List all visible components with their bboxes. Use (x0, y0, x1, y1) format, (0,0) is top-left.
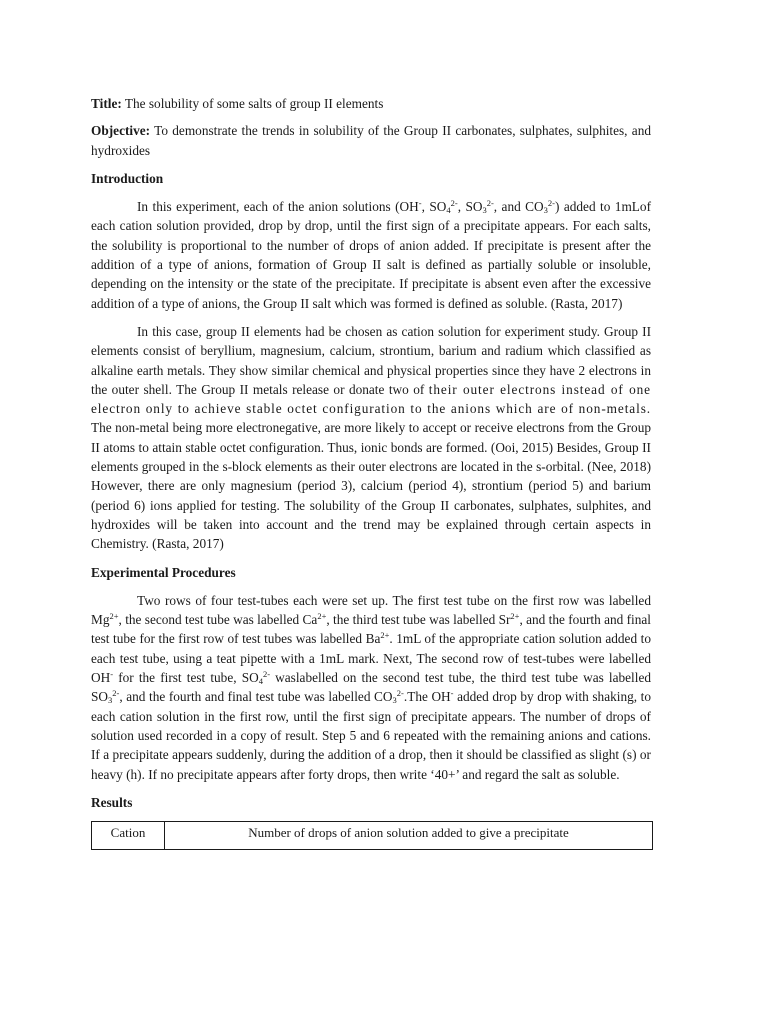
title-text: The solubility of some salts of group II elements (124, 96, 384, 111)
title-line (91, 94, 651, 113)
objective-label: Objective: (91, 123, 151, 139)
results-table (91, 821, 653, 850)
drops-header-cell: Number of drops of anion solution added to give a precipitate (165, 822, 653, 850)
title-label: Title: (91, 96, 122, 111)
cation-header-cell: Cation (92, 822, 165, 850)
objective-paragraph (91, 121, 651, 160)
objective-text: To demonstrate the trends in solubility of the Group II carbonates, sulphates, sulphites, and hydroxides (91, 123, 651, 158)
results-heading: Results (91, 794, 133, 810)
procedures-paragraph: Two rows of four test-tubes each were set up. The first test tube on the first row was labelled $Mg^{2+}$, the second test tube was labelled $Ca^{2+}$, the third test tube was labelled $Sr^{2+}$, and the fourth and final test tube for the first row of test tubes was labelled $Ba^{2+}$. 1mL of the appropriate cation solution added to each test tube, using a teat pipette with a 1mL mark. Next, The second row of test-tubes were labelled OH- for the first test tube, $SO_4^{2-}$ waslabelled on the second test tube, the third test tube was labelled $SO_3^{2-}$, and the fourth and final test tube was labelled $CO_3^{2-}.The$ OH- added drop by drop with shaking, to each cation solution in the first row, until the first sign of precipitate appears. The number of drops of solution used recorded in a copy of result. Step 5 and 6 repeated with the remaining anions and cations. If a precipitate appears suddenly, during the addition of a drop, then it should be classified as slight (s) or heavy (h). If no precipitate appears after forty drops, then write ‘40+’ and regard the salt as soluble. (91, 592, 651, 782)
table-row (92, 822, 653, 850)
document-body (91, 94, 651, 850)
introduction-paragraph-2: In this case, group II elements had be chosen as cation solution for experiment study. Group II elements consist of beryllium, magnesium, calcium, strontium, barium and radium which classified as alkaline earth metals. They show similar chemical and physical properties since they have 2 electrons in the outer shell. The Group II metals release or donate two of their outer electrons instead of one electron only to achieve stable octet configuration to the anions which are of non-metals. The non-metal being more electronegative, are more likely to accept or receive electrons from the Group II atoms to attain stable octet configuration. Thus, ionic bonds are formed. (Ooi, 2015) Besides, Group II elements grouped in the s-block elements as their outer electrons are located in the s-orbital. (Nee, 2018) However, there are only magnesium (period 3), calcium (period 4), strontium (period 5) and barium (period 6) ions applied for testing. The solubility of the Group II carbonates, sulphates, sulphites, and hydroxides will be taken into account and the trend may be explained through certain aspects in Chemistry. (Rasta, 2017) (91, 323, 651, 552)
introduction-heading: Introduction (91, 170, 164, 186)
procedures-heading: Experimental Procedures (91, 564, 236, 580)
introduction-paragraph-1: In this experiment, each of the anion solutions (OH-, $SO_4^{2-}$, $SO_3^{2-}$, and $CO_3^{2-}$) added to 1mLof each cation solution provided, drop by drop, until the first sign of a precipitate appears. For each salts, the solubility is proportional to the number of drops of anion added. If precipitate is present after the addition of a type of anions, formation of Group II salt is defined as partially soluble or insoluble, depending on the intensity or the state of the precipitate. If precipitate is absent even after the excessive addition of a type of anions, the Group II salt which was formed is defined as soluble. (Rasta, 2017) (91, 198, 651, 311)
